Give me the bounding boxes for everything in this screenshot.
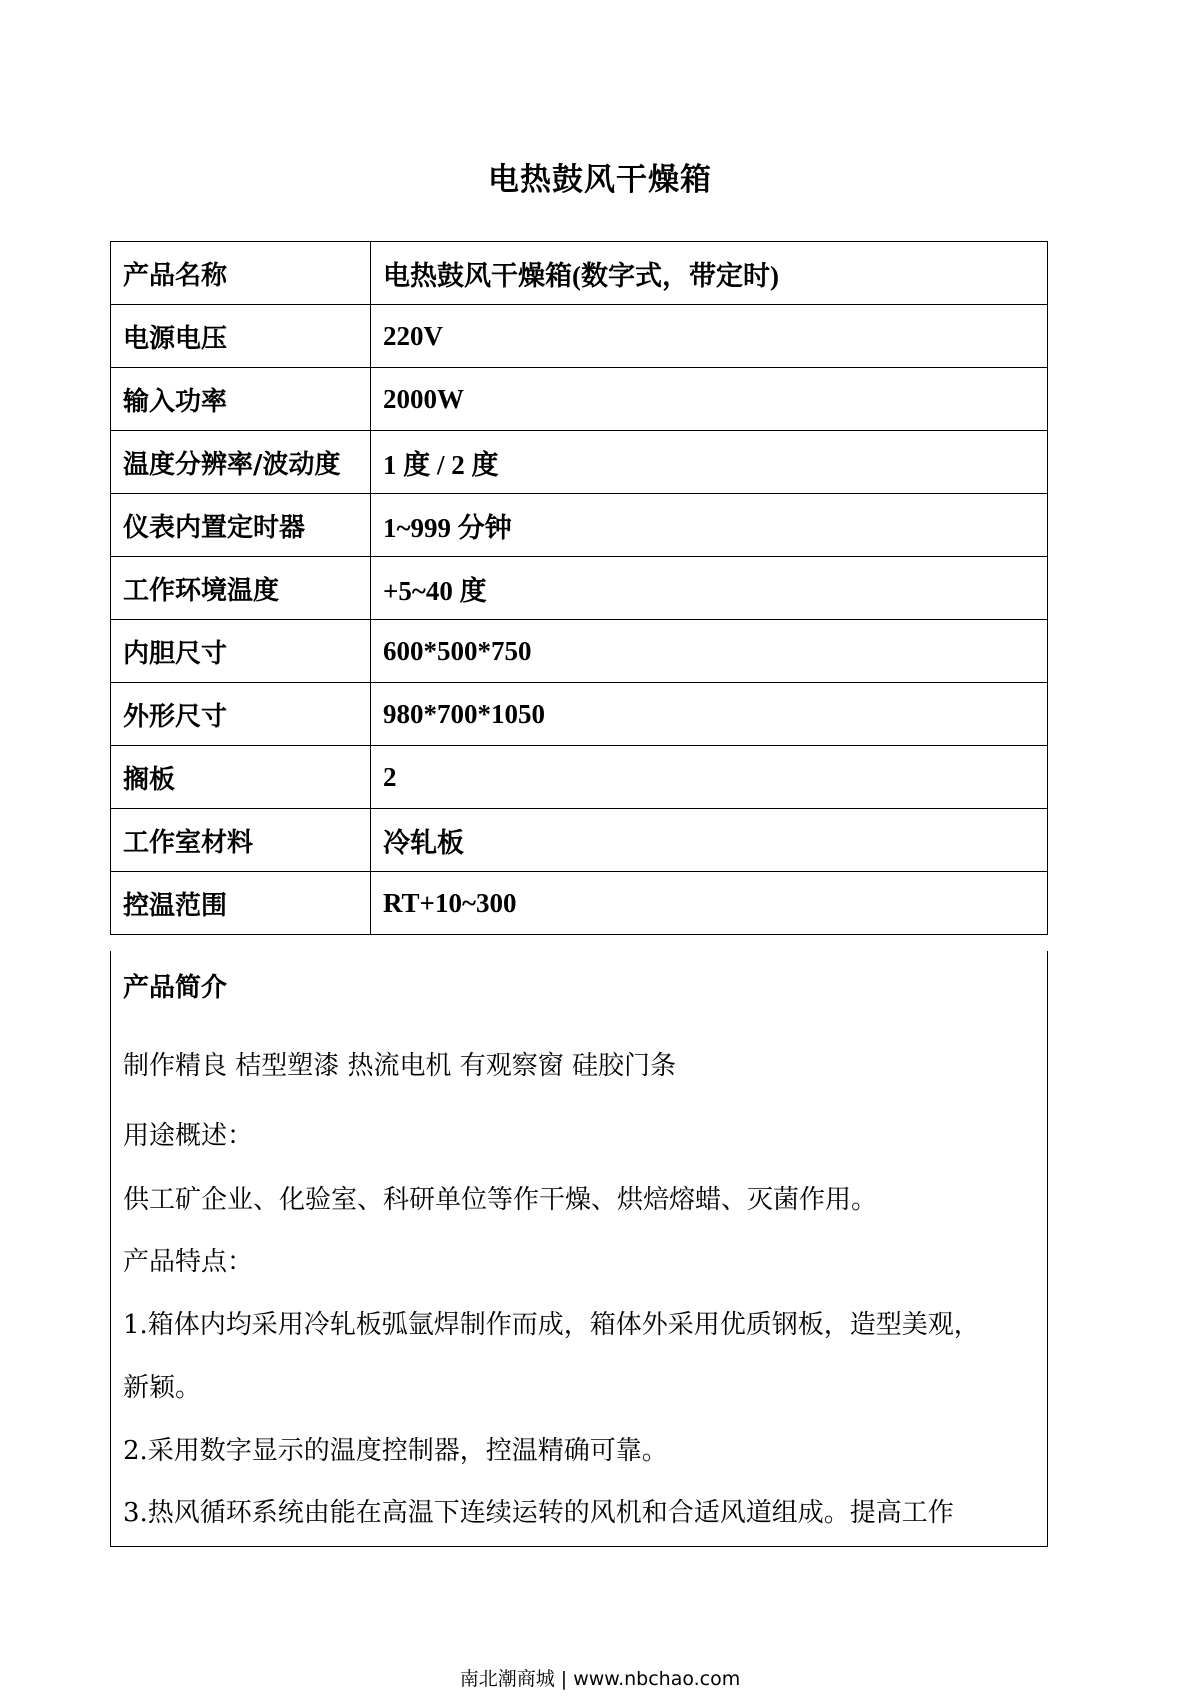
- spec-label: 温度分辨率/波动度: [111, 431, 371, 494]
- table-row: [111, 809, 1048, 872]
- spec-label: 输入功率: [111, 368, 371, 431]
- spec-label: 电源电压: [111, 305, 371, 368]
- spec-value: 220V: [371, 305, 1048, 368]
- table-row: [111, 620, 1048, 683]
- intro-title: 产品简介: [123, 973, 228, 1003]
- spec-value: 600*500*750: [371, 620, 1048, 683]
- spec-value: 2: [371, 746, 1048, 809]
- spec-value: 电热鼓风干燥箱(数字式，带定时): [371, 242, 1048, 305]
- spec-table: [110, 241, 1048, 935]
- spec-label: 控温范围: [111, 872, 371, 935]
- spec-label: 工作环境温度: [111, 557, 371, 620]
- spec-value: 1 度 / 2 度: [371, 431, 1048, 494]
- intro-line: 3.热风循环系统由能在高温下连续运转的风机和合适风道组成。提高工作: [123, 1498, 954, 1528]
- spec-value: 冷轧板: [371, 809, 1048, 872]
- spec-value: 1~999 分钟: [371, 494, 1048, 557]
- spec-label: 仪表内置定时器: [111, 494, 371, 557]
- intro-line: 2.采用数字显示的温度控制器，控温精确可靠。: [123, 1436, 668, 1466]
- intro-line: 1.箱体内均采用冷轧板弧氩焊制作而成，箱体外采用优质钢板，造型美观，: [123, 1310, 980, 1340]
- spec-label: 产品名称: [111, 242, 371, 305]
- intro-line: 供工矿企业、化验室、科研单位等作干燥、烘焙熔蜡、灭菌作用。: [123, 1185, 878, 1215]
- table-row: [111, 746, 1048, 809]
- spec-label: 搁板: [111, 746, 371, 809]
- intro-line: 制作精良 桔型塑漆 热流电机 有观察窗 硅胶门条: [123, 1051, 677, 1081]
- footer-site-link[interactable]: 南北潮商城 | www.nbchao.com: [459, 1668, 741, 1690]
- spec-value: RT+10~300: [371, 872, 1048, 935]
- intro-line: 产品特点：: [123, 1247, 254, 1277]
- page-title: 电热鼓风干燥箱: [488, 162, 712, 198]
- table-row: [111, 872, 1048, 935]
- spec-label: 内胆尺寸: [111, 620, 371, 683]
- table-row: [111, 305, 1048, 368]
- table-row: [111, 368, 1048, 431]
- spec-label: 工作室材料: [111, 809, 371, 872]
- spec-label: 外形尺寸: [111, 683, 371, 746]
- table-row: [111, 431, 1048, 494]
- spec-value: 980*700*1050: [371, 683, 1048, 746]
- intro-line: 用途概述：: [123, 1121, 254, 1151]
- spec-value: +5~40 度: [371, 557, 1048, 620]
- intro-line: 新颖。: [123, 1373, 202, 1403]
- table-row: [111, 242, 1048, 305]
- table-row: [111, 683, 1048, 746]
- spec-value: 2000W: [371, 368, 1048, 431]
- table-row: [111, 557, 1048, 620]
- product-intro-section: [110, 951, 1048, 1547]
- table-row: [111, 494, 1048, 557]
